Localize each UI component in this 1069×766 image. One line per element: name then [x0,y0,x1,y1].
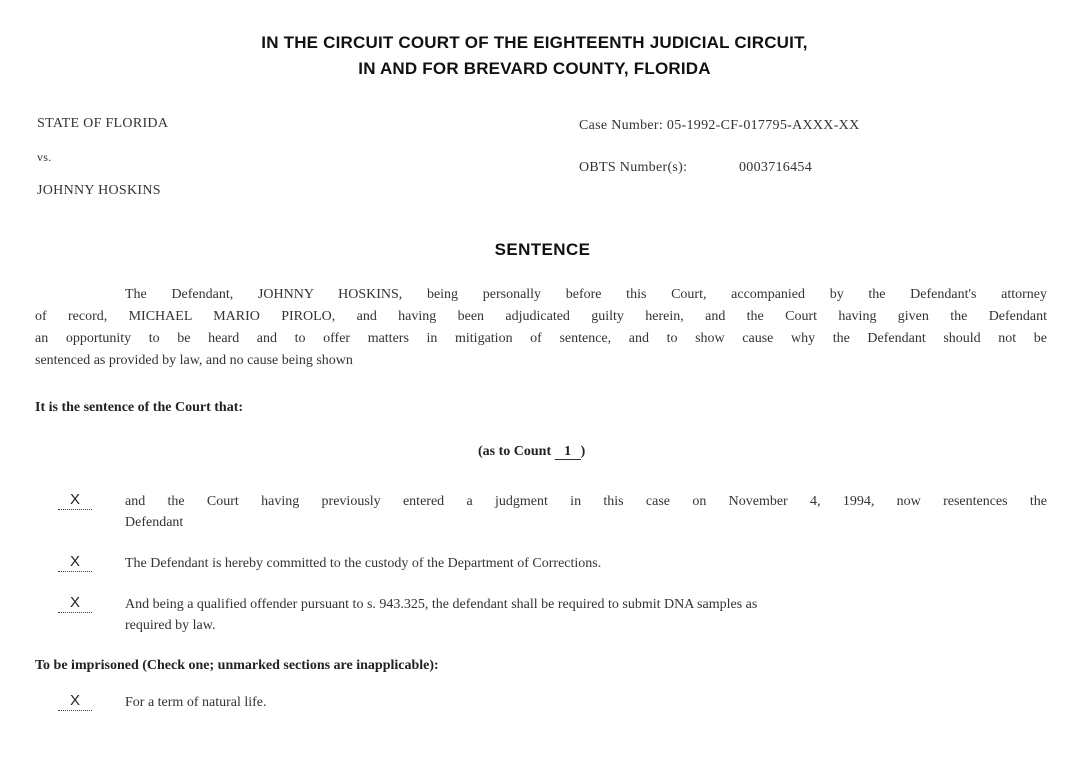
dna-checkmark: X [58,594,92,613]
defendant-name: JOHNNY HOSKINS [37,183,161,198]
dna-line-1: And being a qualified offender pursuant to s. 943.325, the defendant shall be required to submit DNA samples as [125,597,758,612]
obts-number-value: 0003716454 [739,160,812,175]
resentence-line-2: Defendant [125,515,184,530]
count-suffix: ) [580,444,586,459]
commitment-checkmark: X [58,553,92,572]
dna-text [125,594,757,636]
commitment-text: The Defendant is hereby committed to the custody of the Department of Corrections. [125,556,602,571]
intro-paragraph [35,284,1047,372]
document-title: SENTENCE [494,240,591,259]
life-term-text: For a term of natural life. [125,695,267,710]
plaintiff-name: STATE OF FLORIDA [37,116,169,131]
intro-line-3: an opportunity to be heard and to offer matters in mitigation of sentence, and to show cause why the Defendant should not be [35,331,1047,346]
count-prefix: (as to Count [478,444,552,459]
resentence-text [125,491,1047,533]
versus-label: vs. [37,150,52,164]
dna-line-2: required by law. [125,618,216,633]
case-number-label: Case Number: [579,118,664,133]
obts-number-row [579,160,812,176]
intro-line-4: sentenced as provided by law, and no cause being shown [35,353,353,368]
life-term-checkmark: X [58,692,92,711]
resentence-line-1: and the Court having previously entered a judgment in this case on November 4, 1994, now resentences the [125,494,1047,509]
sentence-heading: It is the sentence of the Court that: [35,400,244,415]
intro-line-1: The Defendant, JOHNNY HOSKINS, being personally before this Court, accompanied by the Defendant's attorney [125,287,1047,302]
court-header-line2: IN AND FOR BREVARD COUNTY, FLORIDA [358,59,711,78]
court-header-line1: IN THE CIRCUIT COURT OF THE EIGHTEENTH JUDICIAL CIRCUIT, [261,33,808,52]
case-number-value: 05-1992-CF-017795-AXXX-XX [666,118,860,133]
intro-line-2: of record, MICHAEL MARIO PIROLO, and having been adjudicated guilty herein, and the Court having given the Defendant [35,309,1047,324]
count-line [478,444,585,460]
imprisoned-heading: To be imprisoned (Check one; unmarked sections are inapplicable): [35,658,439,673]
resentence-checkmark: X [58,491,92,510]
count-number: 1 [555,444,581,460]
obts-number-label: OBTS Number(s): [579,160,688,175]
case-number-row [579,118,860,134]
